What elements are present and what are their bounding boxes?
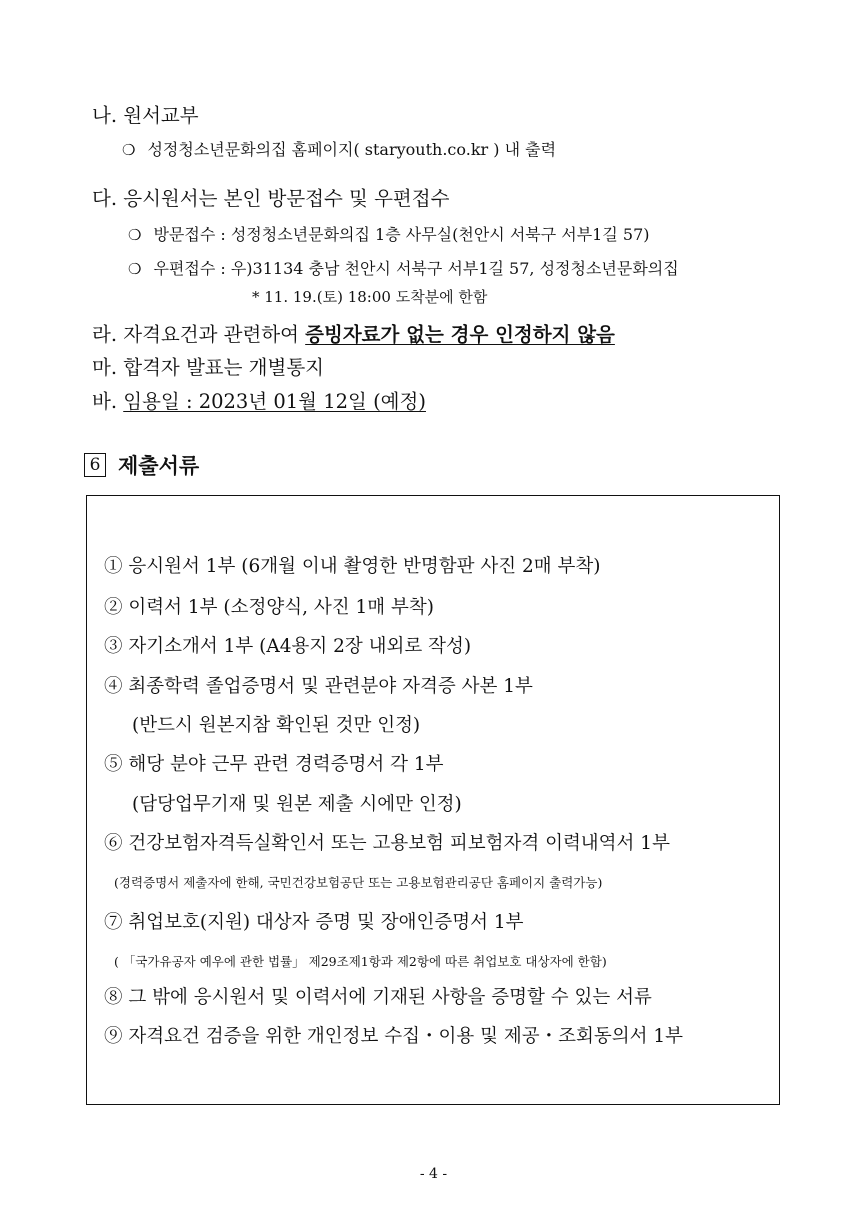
doc-item-7: ⑦ 취업보호(지원) 대상자 증명 및 장애인증명서 1부	[104, 912, 524, 933]
doc-item-9: ⑨ 자격요건 검증을 위한 개인정보 수집・이용 및 제공・조회동의서 1부	[104, 1026, 683, 1047]
doc-item-8: ⑧ 그 밖에 응시원서 및 이력서에 기재된 사항을 증명할 수 있는 서류	[104, 987, 652, 1008]
doc-item-6-note: (경력증명서 제출자에 한해, 국민건강보험공단 또는 고용보험관리공단 홈페이지 출력가능)	[114, 875, 603, 890]
na-line: 성정청소년문화의집 홈페이지( staryouth.co.kr ) 내 출력	[147, 140, 557, 159]
heading-ba	[92, 386, 426, 414]
ra-emphasis: 증빙자료가 없는 경우 인정하지 않음	[305, 323, 615, 346]
heading-da: 다. 응시원서는 본인 방문접수 및 우편접수	[92, 187, 450, 210]
circle-bullet-icon: ❍	[128, 226, 142, 244]
heading-ra	[92, 319, 615, 347]
doc-item-4: ④ 최종학력 졸업증명서 및 관련분야 자격증 사본 1부	[104, 676, 533, 697]
circle-bullet-icon: ❍	[128, 260, 142, 278]
doc-item-7-note: ( 「국가유공자 예우에 관한 법률」 제29조제1항과 제2항에 따른 취업보호 대상자에 한함)	[114, 954, 607, 969]
section-6-label: 제출서류	[118, 453, 200, 478]
deadline-note: * 11. 19.(토) 18:00 도착분에 한함	[252, 288, 488, 306]
heading-ma: 마. 합격자 발표는 개별통지	[92, 356, 325, 379]
page-number: - 4 -	[419, 1166, 448, 1182]
ba-prefix: 바.	[92, 390, 124, 413]
doc-item-4-sub: (반드시 원본지참 확인된 것만 인정)	[132, 715, 421, 736]
section-6-title	[84, 450, 199, 480]
da-mail	[128, 256, 679, 279]
doc-item-2: ② 이력서 1부 (소정양식, 사진 1매 부착)	[104, 597, 434, 618]
circle-bullet-icon: ❍	[122, 141, 136, 159]
section-number-box: 6	[84, 453, 106, 477]
mail-line: 우편접수 : 우)31134 충남 천안시 서북구 서부1길 57, 성정청소년문화의집	[153, 259, 679, 278]
doc-item-5: ⑤ 해당 분야 근무 관련 경력증명서 각 1부	[104, 754, 444, 775]
doc-item-5-sub: (담당업무기재 및 원본 제출 시에만 인정)	[132, 794, 462, 815]
doc-item-6: ⑥ 건강보험자격득실확인서 또는 고용보험 피보험자격 이력내역서 1부	[104, 833, 670, 854]
visit-line: 방문접수 : 성정청소년문화의집 1층 사무실(천안시 서북구 서부1길 57)	[153, 225, 650, 244]
ra-prefix: 라. 자격요건과 관련하여	[92, 323, 306, 346]
heading-na: 나. 원서교부	[92, 104, 199, 127]
appointment-date: 임용일 : 2023년 01월 12일 (예정)	[123, 390, 426, 413]
da-visit	[128, 222, 650, 245]
doc-item-3: ③ 자기소개서 1부 (A4용지 2장 내외로 작성)	[104, 636, 472, 657]
na-bullet	[122, 137, 556, 160]
doc-item-1: ① 응시원서 1부 (6개월 이내 촬영한 반명함판 사진 2매 부착)	[104, 556, 601, 577]
